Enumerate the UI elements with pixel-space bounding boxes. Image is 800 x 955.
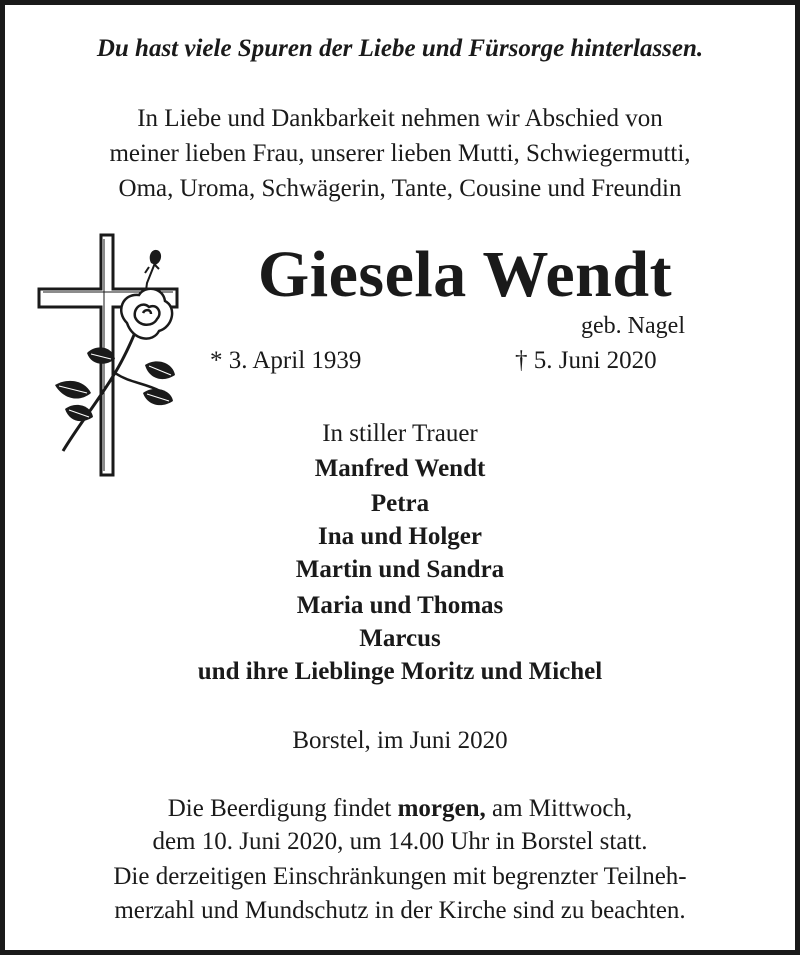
birth-date: * 3. April 1939	[210, 347, 362, 374]
mourner-name: Manfred Wendt	[314, 455, 486, 482]
funeral-line-4: merzahl und Mundschutz in der Kirche sind zu beachten.	[114, 897, 686, 924]
mourner-name: Marcus	[359, 625, 441, 652]
intro-line-3: Oma, Uroma, Schwägerin, Tante, Cousine und Freundin	[118, 175, 682, 202]
mourner-name: Martin und Sandra	[295, 556, 505, 583]
mourning-heading: In stiller Trauer	[322, 420, 478, 447]
place-and-date: Borstel, im Juni 2020	[292, 727, 508, 754]
deceased-name: Giesela Wendt	[257, 238, 673, 311]
funeral-line-2: dem 10. Juni 2020, um 14.00 Uhr in Borstel statt.	[152, 828, 648, 855]
maiden-name: geb. Nagel	[581, 313, 685, 339]
mourner-name: Petra	[370, 490, 430, 517]
funeral-text-after: am Mittwoch,	[491, 795, 633, 822]
mourner-name: und ihre Lieblinge Moritz und Michel	[197, 658, 603, 685]
funeral-emphasis: morgen,	[397, 795, 486, 822]
intro-line-1: In Liebe und Dankbarkeit nehmen wir Abschied von	[137, 105, 663, 132]
funeral-text-before: Die Beerdigung findet	[167, 795, 392, 822]
mourner-name: Ina und Holger	[318, 523, 482, 550]
funeral-line-1	[5, 795, 795, 823]
funeral-line-3: Die derzeitigen Einschränkungen mit begrenzter Teilneh-	[113, 863, 687, 890]
mourner-name: Maria und Thomas	[296, 592, 504, 619]
intro-line-2: meiner lieben Frau, unserer lieben Mutti, Schwiegermutti,	[109, 140, 691, 167]
death-date: † 5. Juni 2020	[515, 347, 657, 374]
motto: Du hast viele Spuren der Liebe und Fürsorge hinterlassen.	[96, 35, 704, 62]
